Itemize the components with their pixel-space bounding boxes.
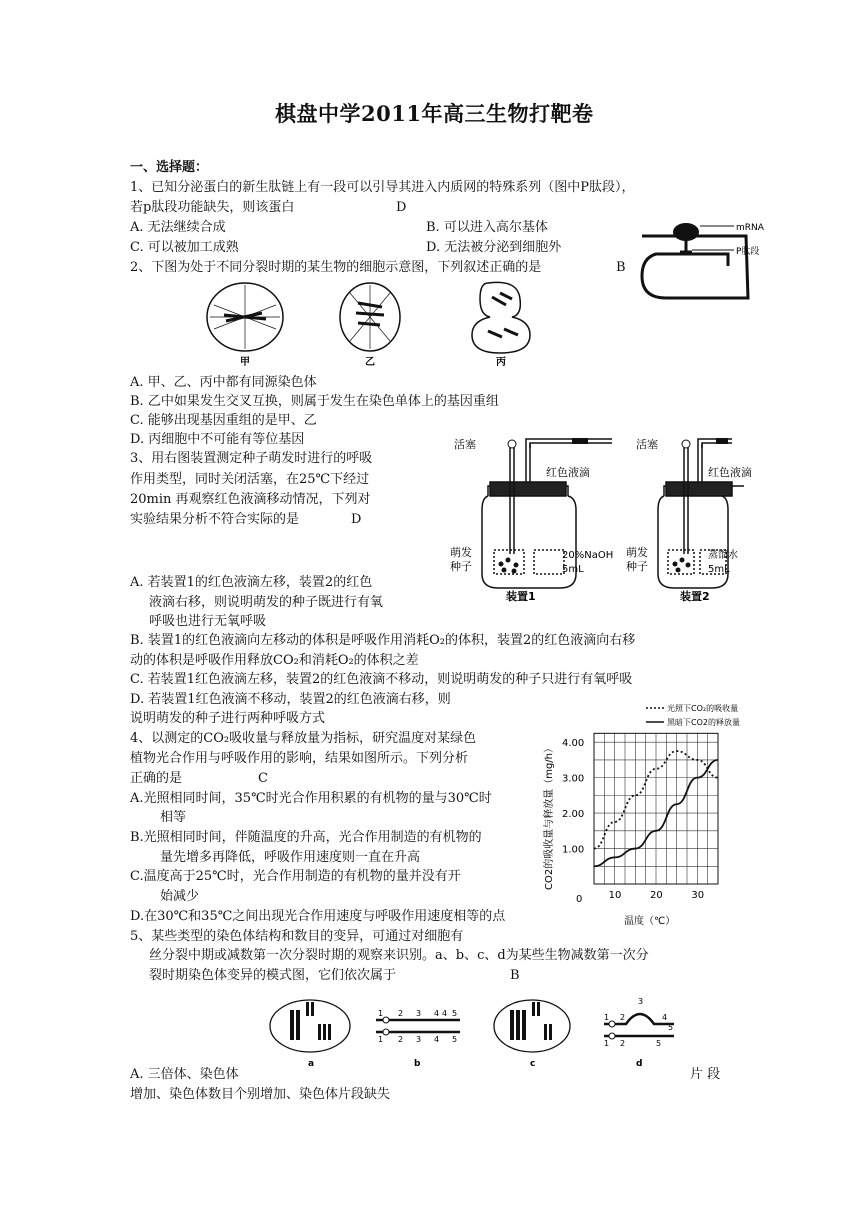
page-title: 棋盘中学2011年高三生物打靶卷	[275, 101, 594, 126]
q3-stem-line4: 实验结果分析不符合实际的是	[130, 512, 300, 527]
q5-answer: B	[510, 968, 520, 983]
q2-option-c: C. 能够出现基因重组的是甲、乙	[130, 413, 317, 428]
naoh-volume-label: 5mL	[562, 564, 584, 575]
q5-option-a-tail: 片 段	[690, 1067, 721, 1082]
q1-option-d: D. 无法被分泌到细胞外	[426, 240, 562, 255]
cell-a	[270, 1000, 350, 1052]
drop-label-2: 红色液滴	[708, 466, 752, 479]
q1-option-a: A. 无法继续合成	[130, 220, 226, 235]
section-heading: 一、选择题：	[130, 160, 209, 175]
q1-ribosome-figure	[636, 206, 786, 306]
q4-stem-line1: 4、以测定的CO₂吸收量与释放量为指标，研究温度对某绿色	[130, 731, 477, 746]
q3-option-d-line1: D. 若装置1红色液滴不移动，装置2的红色液滴右移，则	[130, 692, 451, 707]
svg-text:4: 4	[434, 1009, 440, 1018]
device2-valve	[682, 440, 690, 448]
q2-stem: 2、下图为处于不同分裂时期的某生物的细胞示意图，下列叙述正确的是	[130, 260, 542, 275]
svg-text:4: 4	[442, 1009, 448, 1018]
q4-option-c-line1: C.温度高于25℃时，光合作用制造的有机物的量并没有开	[130, 869, 461, 884]
cell-jia-label: 甲	[240, 357, 250, 368]
q2-option-a: A. 甲、乙、丙中都有同源染色体	[130, 375, 317, 390]
q2-answer: B	[616, 260, 626, 275]
svg-text:5: 5	[452, 1035, 458, 1044]
q2-cell-figure	[200, 275, 560, 373]
device2-label: 装置2	[680, 590, 710, 603]
svg-text:1: 1	[378, 1035, 384, 1044]
q4-option-c-line2: 始减少	[160, 889, 200, 904]
water-label: 蒸馏水	[708, 550, 738, 561]
fig-d-label: d	[636, 1059, 643, 1069]
water-volume-label: 5mL	[708, 564, 730, 575]
chart-origin-label: 0	[576, 894, 583, 905]
fig-b-label: b	[414, 1059, 421, 1069]
p-peptide-label: P肽段	[736, 247, 760, 257]
q4-option-a-line2: 相等	[160, 810, 187, 825]
device2-red-drop	[716, 438, 728, 444]
svg-text:3: 3	[638, 997, 644, 1006]
mrna-label: mRNA	[736, 223, 764, 233]
q3-option-b-line2: 动的体积是呼吸作用释放CO₂和消耗O₂的体积之差	[130, 653, 419, 668]
x-tick-label: 20	[650, 890, 663, 901]
chart-ylabel: CO2的吸收量与释放量（mg/h）	[544, 742, 555, 890]
svg-text:4: 4	[662, 1013, 668, 1022]
drop-label-1: 红色液滴	[546, 466, 590, 479]
seed-label-2b: 种子	[626, 560, 648, 573]
device1-stopper	[490, 482, 566, 496]
q4-stem-line2: 植物光合作用与呼吸作用的影响，结果如图所示。下列分析	[130, 751, 469, 766]
q4-option-b-line2: 量先增多再降低，呼吸作用速度则一直在升高	[160, 850, 421, 865]
svg-text:5: 5	[656, 1039, 662, 1048]
svg-text:3: 3	[416, 1035, 422, 1044]
q1-stem-line2: 若p肽段功能缺失，则该蛋白	[130, 200, 295, 215]
q3-stem-line1: 3、用右图装置测定种子萌发时进行的呼吸	[130, 451, 373, 466]
q3-stem-line2: 作用类型，同时关闭活塞，在25℃下经过	[130, 472, 370, 487]
q5-stem-line3: 裂时期染色体变异的模式图，它们依次属于	[149, 968, 397, 983]
y-tick-label: 3.00	[562, 773, 585, 785]
q3-option-c: C. 若装置1红色液滴左移，装置2的红色液滴不移动，则说明萌发的种子只进行有氧呼吸	[130, 672, 633, 687]
q1-option-b: B. 可以进入高尔基体	[426, 220, 548, 235]
q4-option-a-line1: A.光照相同时间，35℃时光合作用积累的有机物的量与30℃时	[130, 791, 492, 806]
device2-stopper	[666, 482, 732, 496]
q5-stem-line2: 丝分裂中期或减数第一次分裂时期的观察来识别。a、b、c、d为某些生物减数第一次分	[149, 948, 649, 963]
svg-text:2: 2	[620, 1039, 626, 1048]
valve-label-2: 活塞	[636, 438, 658, 451]
q3-apparatus-figure	[426, 434, 752, 603]
q4-option-b-line1: B.光照相同时间，伴随温度的升高，光合作用制造的有机物的	[130, 830, 482, 845]
x-tick-label: 30	[691, 890, 705, 901]
legend-light-label: 光照下CO₂的吸收量	[667, 704, 739, 713]
device1-valve	[508, 440, 516, 448]
q4-temperature-chart	[534, 700, 744, 930]
q4-option-d: D.在30℃和35℃之间出现光合作用速度与呼吸作用速度相等的点	[130, 909, 506, 924]
q2-option-d: D. 丙细胞中不可能有等位基因	[130, 432, 305, 447]
q5-option-a-line2: 增加、染色体数目个别增加、染色体片段缺失	[130, 1087, 391, 1102]
legend-dark-label: 黑暗下CO2的释放量	[667, 718, 740, 727]
q3-option-a-line3: 呼吸也进行无氧呼吸	[149, 614, 267, 629]
q5-chromosome-figure	[264, 996, 684, 1068]
q3-option-d-line2: 说明萌发的种子进行两种呼吸方式	[130, 711, 326, 726]
q5-option-a-line1: A. 三倍体、染色体	[130, 1067, 239, 1082]
q3-option-a-line1: A. 若装置1的红色液滴左移，装置2的红色	[130, 575, 373, 590]
svg-text:1: 1	[604, 1013, 610, 1022]
valve-label-1: 活塞	[454, 438, 476, 451]
cell-bing-label: 丙	[496, 357, 506, 368]
svg-text:1: 1	[378, 1009, 384, 1018]
svg-text:2: 2	[398, 1009, 404, 1018]
q2-option-b: B. 乙中如果发生交叉互换，则属于发生在染色单体上的基因重组	[130, 394, 499, 409]
y-tick-label: 2.00	[562, 809, 585, 821]
svg-text:5: 5	[452, 1009, 458, 1018]
seed-label-1b: 种子	[450, 560, 472, 573]
svg-text:3: 3	[416, 1009, 422, 1018]
naoh-label: 20%NaOH	[562, 550, 614, 561]
q3-option-a-line2: 液滴右移，则说明萌发的种子既进行有氧	[149, 595, 384, 610]
svg-text:4: 4	[434, 1035, 440, 1044]
q3-stem-line3: 20min 再观察红色液滴移动情况，下列对	[130, 492, 371, 507]
fig-a-label: a	[308, 1059, 315, 1069]
fig-c-label: c	[530, 1059, 536, 1069]
cell-yi-label: 乙	[365, 357, 375, 368]
device1-red-drop	[572, 438, 588, 444]
q1-answer: D	[396, 200, 407, 215]
x-tick-label: 10	[608, 890, 622, 901]
y-tick-label: 1.00	[562, 844, 585, 856]
device1-label: 装置1	[506, 590, 536, 603]
svg-text:5: 5	[668, 1023, 674, 1032]
y-tick-label: 4.00	[562, 738, 585, 750]
svg-text:1: 1	[604, 1039, 610, 1048]
q4-stem-line3: 正确的是	[130, 771, 183, 786]
svg-text:2: 2	[620, 1013, 626, 1022]
chart-xlabel: 温度（℃）	[624, 916, 676, 927]
q1-stem-line1: 1、已知分泌蛋白的新生肽链上有一段可以引导其进入内质网的特殊系列（图中P肽段），	[130, 180, 635, 195]
svg-text:2: 2	[398, 1035, 404, 1044]
q3-option-b-line1: B. 装置1的红色液滴向左移动的体积是呼吸作用消耗O₂的体积，装置2的红色液滴向右移	[130, 633, 636, 648]
q1-option-c: C. 可以被加工成熟	[130, 240, 239, 255]
seed-label-2a: 萌发	[626, 546, 648, 559]
q3-answer: D	[351, 512, 362, 527]
q4-answer: C	[258, 771, 268, 786]
seed-label-1a: 萌发	[450, 546, 472, 559]
q5-stem-line1: 5、某些类型的染色体结构和数目的变异，可通过对细胞有	[130, 929, 464, 944]
